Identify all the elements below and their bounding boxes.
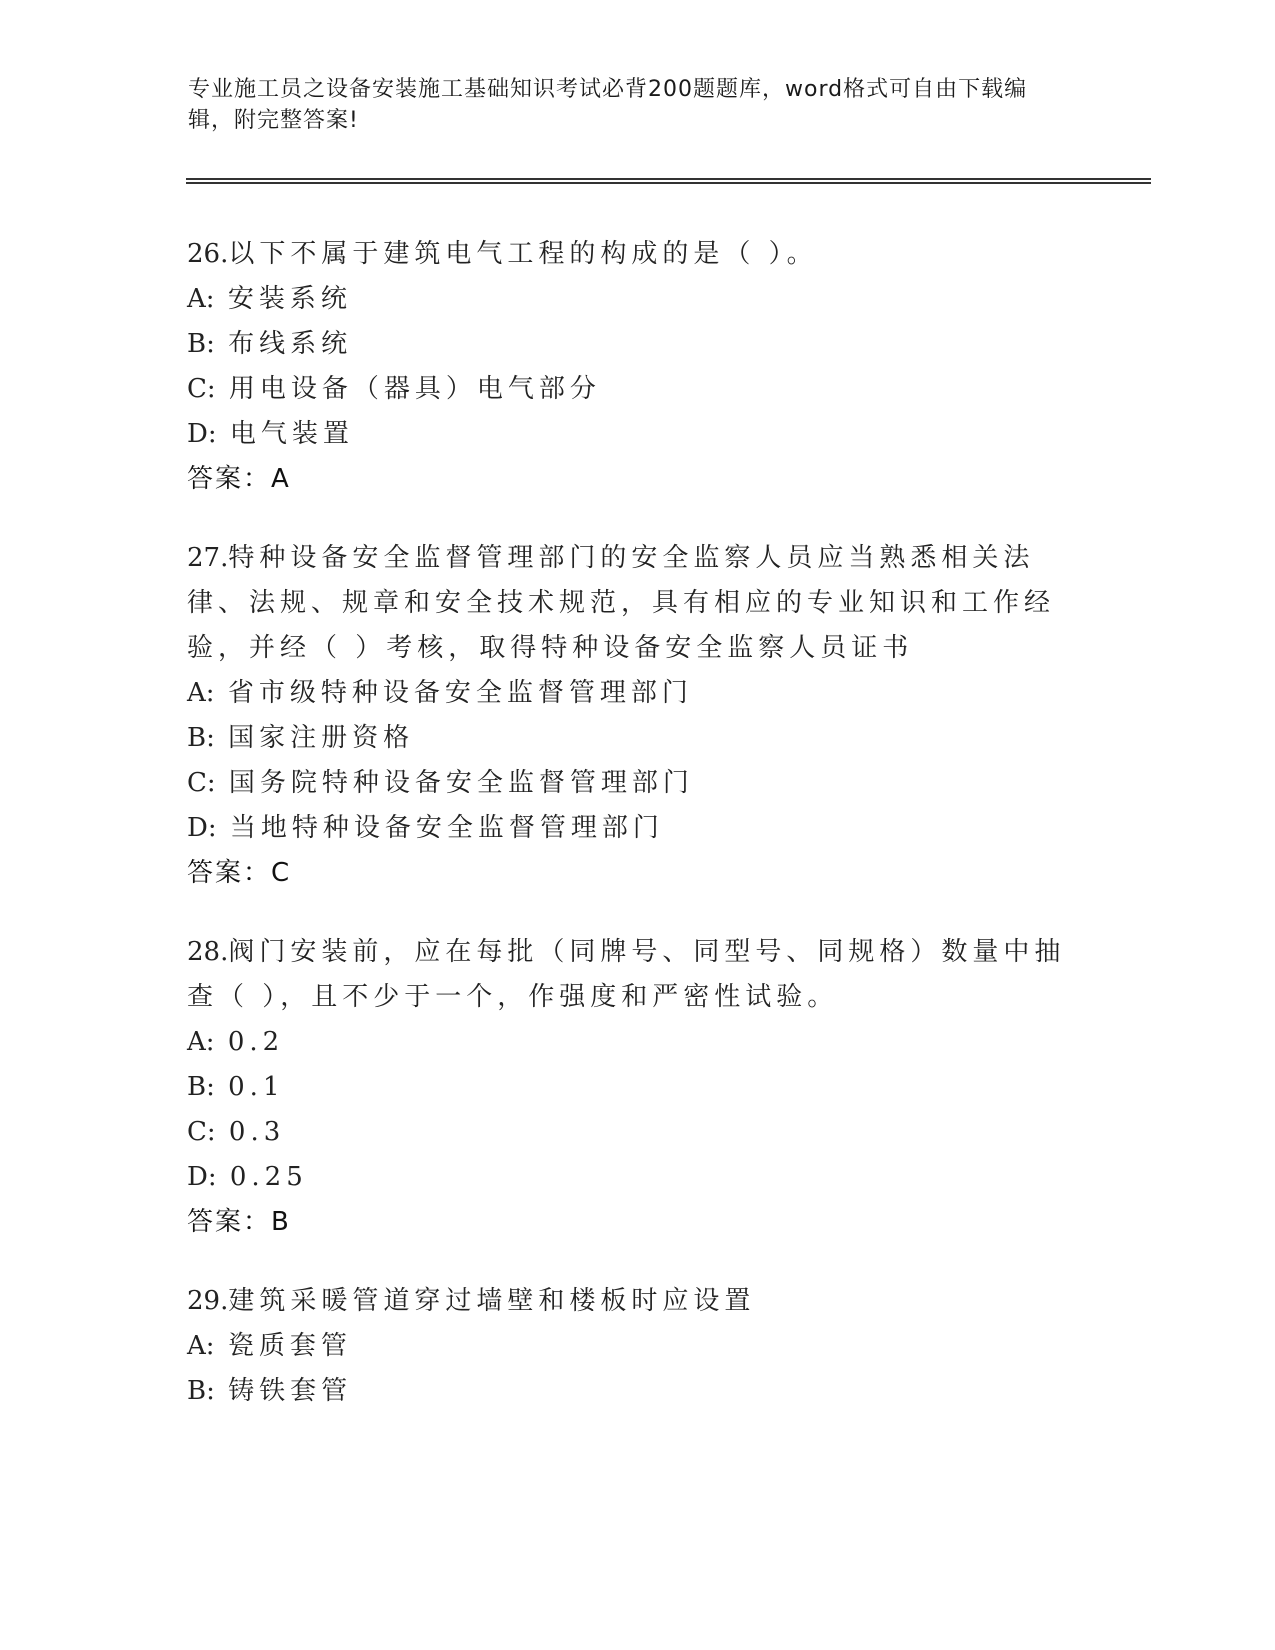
option-letter: A: — [187, 1331, 215, 1361]
option-letter: D: — [187, 419, 217, 449]
question-text — [187, 1279, 1087, 1324]
document-header — [188, 74, 1068, 136]
answer-label: 答案： — [187, 464, 272, 494]
option-text: 布线系统 — [228, 329, 353, 359]
option-letter: D: — [187, 1162, 217, 1192]
option-d — [187, 1155, 1087, 1200]
option-text: 0.25 — [229, 1162, 308, 1192]
option-letter: B: — [187, 1376, 215, 1406]
option-letter: B: — [187, 723, 215, 753]
option-text: 0.2 — [227, 1027, 285, 1057]
question-26 — [187, 232, 1087, 502]
question-number: 28. — [187, 937, 229, 967]
question-27 — [187, 536, 1087, 896]
option-c — [187, 761, 1087, 806]
option-text: 国家注册资格 — [228, 723, 415, 753]
answer-line — [187, 457, 1087, 502]
option-text: 省市级特种设备安全监督管理部门 — [227, 678, 693, 708]
option-a — [187, 1324, 1087, 1369]
question-stem: 以下不属于建筑电气工程的构成的是（ ）。 — [228, 239, 818, 269]
option-text: 0.3 — [228, 1117, 286, 1147]
option-d — [187, 806, 1087, 851]
option-a — [187, 277, 1087, 322]
question-text — [187, 930, 1087, 1020]
option-letter: D: — [187, 813, 217, 843]
option-letter: C: — [187, 1117, 216, 1147]
question-29 — [187, 1279, 1087, 1414]
header-divider-top — [186, 178, 1151, 180]
option-letter: A: — [187, 678, 215, 708]
question-number: 29. — [187, 1286, 229, 1316]
answer-value: B — [271, 1207, 291, 1237]
option-b — [187, 322, 1087, 367]
answer-value: C — [271, 858, 292, 888]
option-text: 铸铁套管 — [228, 1376, 353, 1406]
option-c — [187, 1110, 1087, 1155]
option-c — [187, 367, 1087, 412]
option-letter: C: — [187, 374, 216, 404]
question-number: 27. — [187, 543, 229, 573]
header-title: 专业施工员之设备安装施工基础知识考试必背200题题库，word格式可自由下载编辑，附完整答案! — [188, 77, 1028, 133]
option-a — [187, 1020, 1087, 1065]
question-stem: 阀门安装前，应在每批（同牌号、同型号、同规格）数量中抽查（ ），且不少于一个，作强度和严密性试验。 — [187, 937, 1066, 1012]
option-text: 国务院特种设备安全监督管理部门 — [228, 768, 694, 798]
answer-value: A — [271, 464, 291, 494]
header-divider-bottom — [186, 182, 1151, 184]
option-text: 安装系统 — [227, 284, 352, 314]
option-text: 0.1 — [228, 1072, 285, 1102]
option-text: 用电设备（器具）电气部分 — [228, 374, 601, 404]
option-letter: B: — [187, 1072, 215, 1102]
option-d — [187, 412, 1087, 457]
answer-label: 答案： — [187, 858, 272, 888]
option-letter: B: — [187, 329, 215, 359]
option-b — [187, 1065, 1087, 1110]
question-stem: 特种设备安全监督管理部门的安全监察人员应当熟悉相关法律、法规、规章和安全技术规范，具有相应的专业知识和工作经验，并经（ ）考核，取得特种设备安全监察人员证书 — [187, 543, 1056, 663]
question-text — [187, 536, 1087, 671]
question-text — [187, 232, 1087, 277]
option-text: 当地特种设备安全监督管理部门 — [229, 813, 664, 843]
question-number: 26. — [187, 239, 229, 269]
answer-line — [187, 1200, 1087, 1245]
option-text: 电气装置 — [229, 419, 354, 449]
option-letter: C: — [187, 768, 216, 798]
option-b — [187, 716, 1087, 761]
option-text: 瓷质套管 — [227, 1331, 352, 1361]
option-a — [187, 671, 1087, 716]
question-list — [187, 232, 1087, 1448]
question-stem: 建筑采暖管道穿过墙壁和楼板时应设置 — [228, 1286, 756, 1316]
answer-label: 答案： — [187, 1207, 272, 1237]
option-letter: A: — [187, 284, 215, 314]
option-b — [187, 1369, 1087, 1414]
question-28 — [187, 930, 1087, 1245]
answer-line — [187, 851, 1087, 896]
option-letter: A: — [187, 1027, 215, 1057]
